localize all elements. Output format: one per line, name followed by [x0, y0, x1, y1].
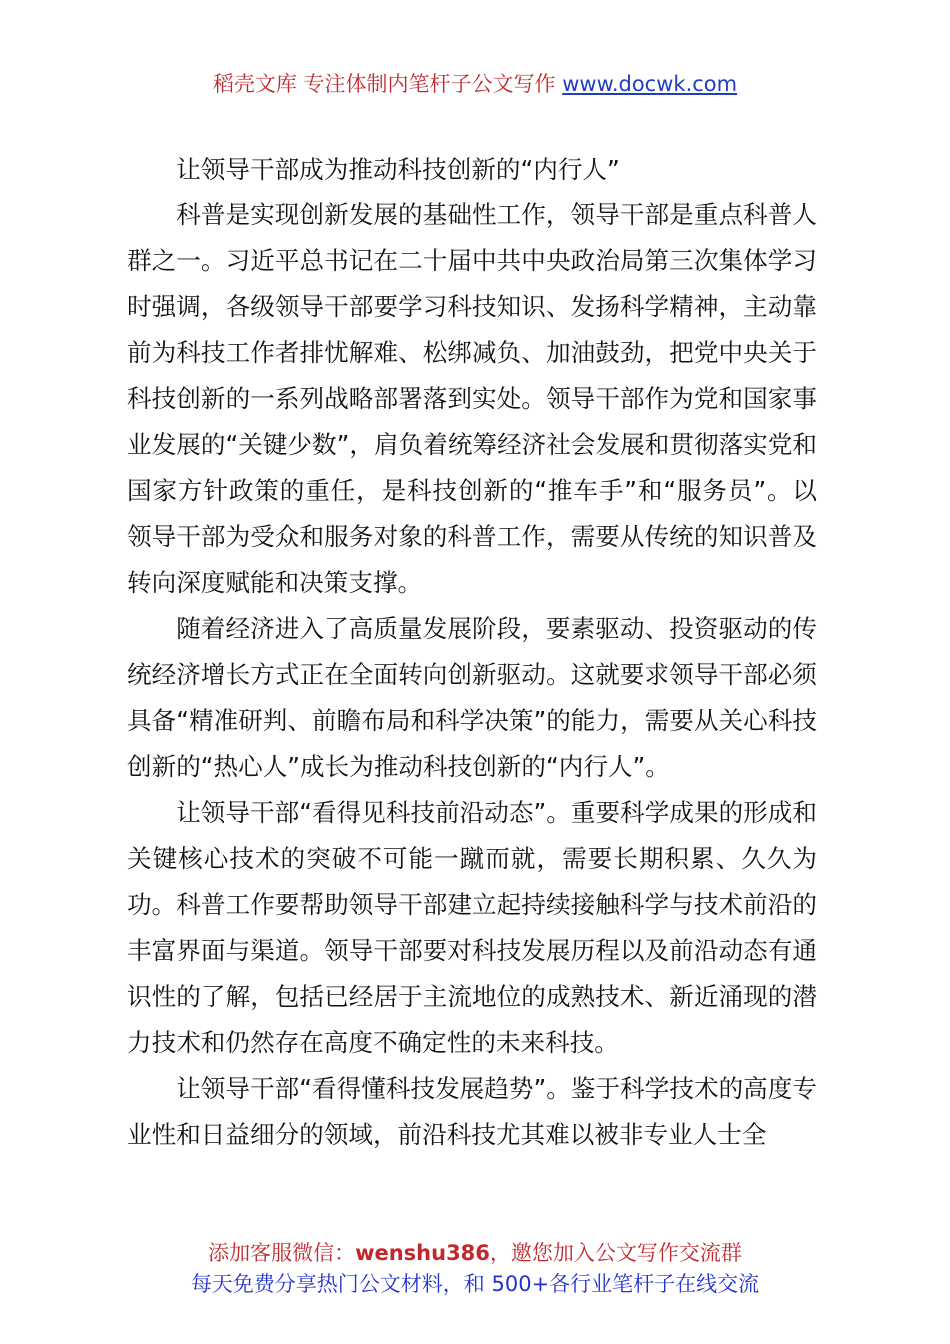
- page-footer: [0, 1238, 950, 1300]
- footer-line-1: [0, 1238, 950, 1269]
- paragraph: 随着经济进入了高质量发展阶段，要素驱动、投资驱动的传统经济增长方式正在全面转向创新驱动。这就要求领导干部必须具备“精准研判、前瞻布局和科学决策”的能力，需要从关心科技创新的“热心人”成长为推动科技创新的“内行人”。: [127, 614, 817, 781]
- footer-wechat-suffix: ，邀您加入公文写作交流群: [489, 1241, 742, 1265]
- paragraph: 让领导干部“看得懂科技发展趋势”。鉴于科学技术的高度专业性和日益细分的领域，前沿科技尤其难以被非专业人士全: [127, 1074, 817, 1149]
- page-header: [0, 70, 950, 98]
- document-body: [127, 148, 817, 1158]
- footer-wechat-prefix: 添加客服微信：: [208, 1241, 356, 1265]
- wechat-id: wenshu386: [355, 1241, 490, 1265]
- paragraph: 科普是实现创新发展的基础性工作，领导干部是重点科普人群之一。习近平总书记在二十届中共中央政治局第三次集体学习时强调，各级领导干部要学习科技知识、发扬科学精神，主动靠前为科技工作者排忧解难、松绑减负、加油鼓劲，把党中央关于科技创新的一系列战略部署落到实处。领导干部作为党和国家事业发展的“关键少数”，肩负着统筹经济社会发展和贯彻落实党和国家方针政策的重任，是科技创新的“推车手”和“服务员”。以领导干部为受众和服务对象的科普工作，需要从传统的知识普及转向深度赋能和决策支撑。: [127, 200, 817, 597]
- paragraph: 让领导干部“看得见科技前沿动态”。重要科学成果的形成和关键核心技术的突破不可能一蹴而就，需要长期积累、久久为功。科普工作要帮助领导干部建立起持续接触科学与技术前沿的丰富界面与渠道。领导干部要对科技发展历程以及前沿动态有通识性的了解，包括已经居于主流地位的成熟技术、新近涌现的潜力技术和仍然存在高度不确定性的未来科技。: [127, 798, 817, 1057]
- footer-line-2: 每天免费分享热门公文材料，和 500+各行业笔杆子在线交流: [190, 1272, 760, 1296]
- site-url-link[interactable]: www.docwk.com: [562, 72, 738, 96]
- document-title: 让领导干部成为推动科技创新的“内行人”: [176, 155, 620, 184]
- site-slogan: 稻壳文库 专注体制内笔杆子公文写作: [212, 72, 563, 96]
